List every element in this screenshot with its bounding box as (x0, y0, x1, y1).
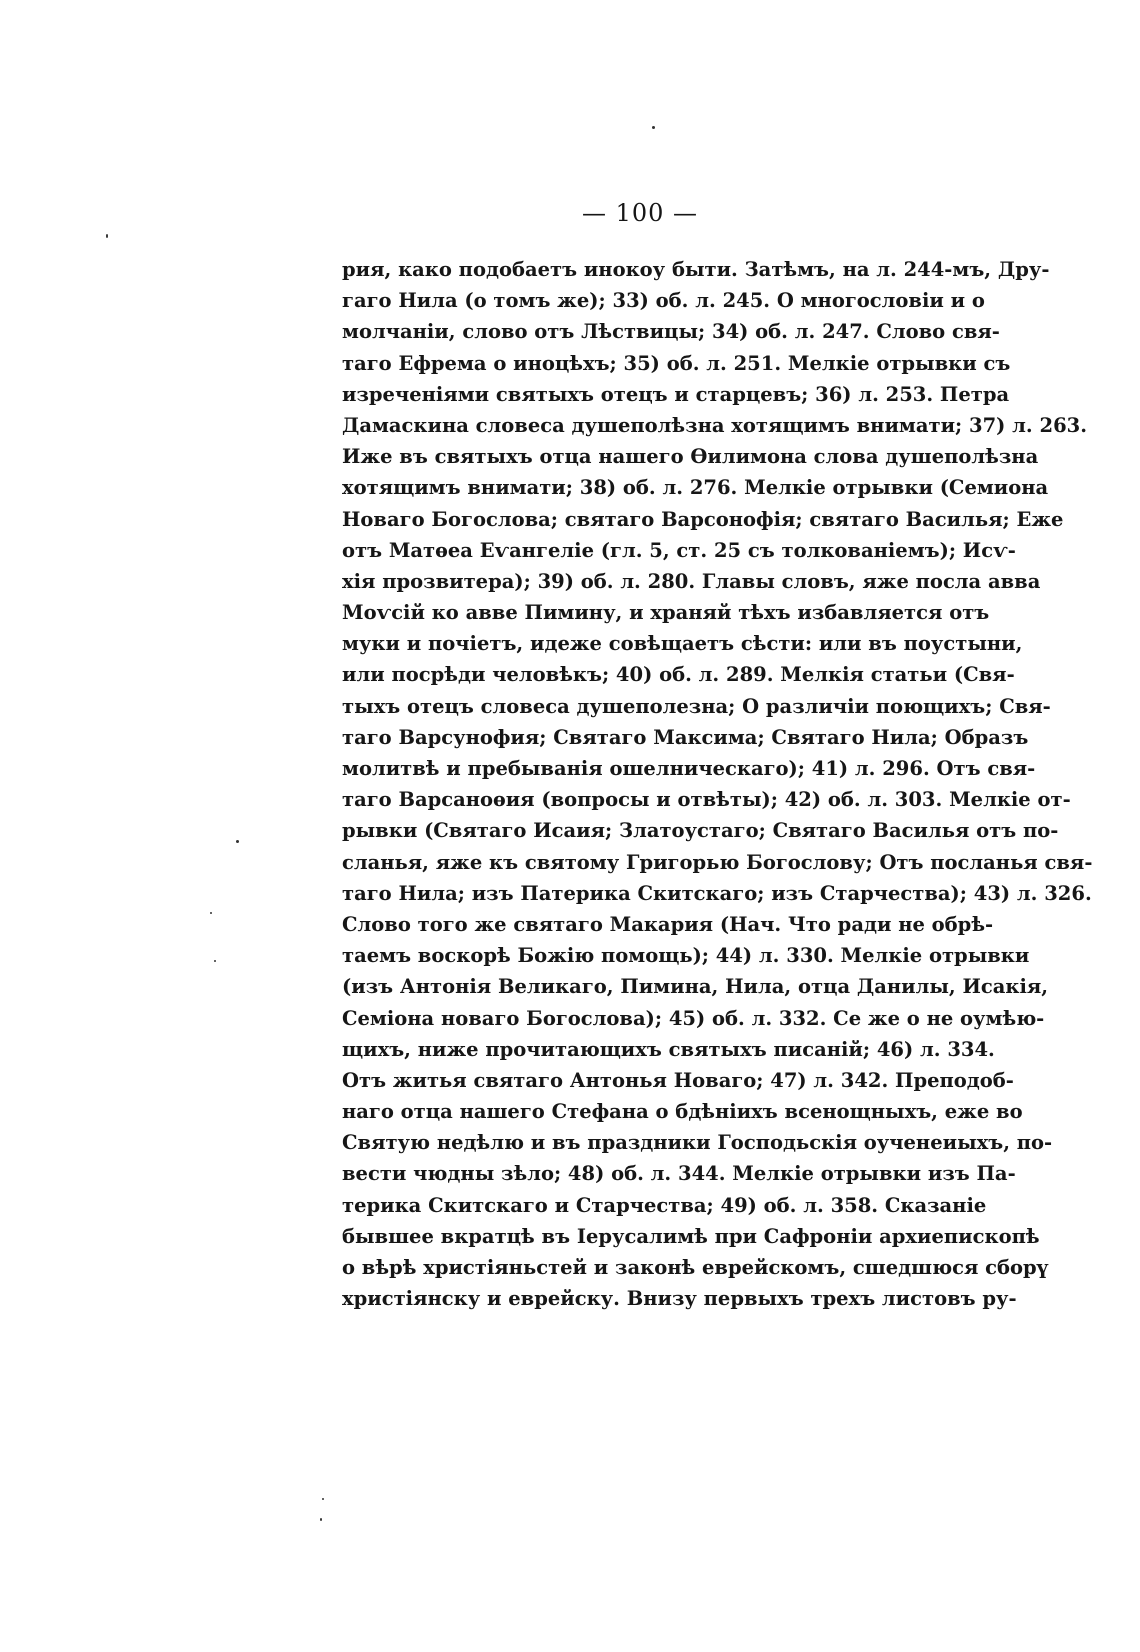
scan-speck (652, 126, 655, 129)
text-line: таго Варсаноѳия (вопросы и отвѣты); 42) об. л. 303. Мелкіе от- (342, 788, 1071, 812)
text-line: Святую недѣлю и въ праздники Господьскія оученеиыхъ, по- (342, 1131, 1053, 1155)
scan-speck (236, 840, 239, 843)
text-line: Моѵсій ко авве Пимину, и храняй тѣхъ избавляется отъ (342, 601, 990, 625)
scan-speck (214, 960, 216, 962)
text-line: бывшее вкратцѣ въ Іерусалимѣ при Сафроніи архиепископѣ (342, 1224, 1040, 1248)
text-line: Семіона новаго Богослова); 45) об. л. 332. Се же о не оумѣю- (342, 1006, 1045, 1030)
text-line: хотящимъ внимати; 38) об. л. 276. Мелкіе отрывки (Семиона (342, 476, 1049, 500)
text-line: (изъ Антонія Великаго, Пимина, Нила, отца Данилы, Исакія, (342, 975, 1049, 999)
text-line: сланья, яже къ святому Григорью Богослову; Отъ посланья свя- (342, 850, 1093, 874)
text-line: терика Скитскаго и Старчества; 49) об. л. 358. Сказаніе (342, 1193, 987, 1217)
scan-speck (106, 234, 108, 238)
text-line: тыхъ отецъ словеса душеполезна; О различіи поющихъ; Свя- (342, 694, 1051, 718)
text-line: Слово того же святаго Макария (Нач. Что ради не обрѣ- (342, 912, 994, 936)
page-number: — 100 — (581, 199, 699, 227)
body-text (342, 254, 1093, 1314)
text-line: щихъ, ниже прочитающихъ святыхъ писаній; 46) л. 334. (342, 1037, 995, 1061)
text-line: молитвѣ и пребыванія ошелническаго); 41) л. 296. Отъ свя- (342, 757, 1036, 780)
text-line: или посрѣди человѣкъ; 40) об. л. 289. Мелкія статьи (Свя- (342, 663, 1015, 687)
text-line: Дамаскина словеса душеполѣзна хотящимъ внимати; 37) л. 263. (342, 413, 1087, 437)
text-line: таго Нила; изъ Патерика Скитскаго; изъ Старчества); 43) л. 326. (342, 881, 1092, 905)
text-line: хія прозвитера); 39) об. л. 280. Главы словъ, яже посла авва (342, 569, 1041, 593)
text-line: вести чюдны зѣло; 48) об. л. 344. Мелкіе отрывки изъ Па- (342, 1162, 1016, 1186)
text-line: рия, како подобаетъ инокоу быти. Затѣмъ, на л. 244-мъ, Дру- (342, 258, 1050, 281)
text-line: Иже въ святыхъ отца нашего Ѳилимона слова душеполѣзна (342, 445, 1039, 469)
text-line: христіянску и еврейску. Внизу первыхъ трехъ листовъ ру- (342, 1287, 1017, 1311)
text-line: Новаго Богослова; святаго Варсонофія; святаго Василья; Еже (342, 507, 1064, 531)
text-line: Отъ житья святаго Антонья Новаго; 47) л. 342. Преподоб- (342, 1068, 1014, 1092)
text-line: гаго Нила (о томъ же); 33) об. л. 245. О многословіи и о (342, 289, 985, 313)
text-line: молчаніи, слово отъ Лѣствицы; 34) об. л. 247. Слово свя- (342, 320, 1000, 344)
text-line: таемъ воскорѣ Божію помощь); 44) л. 330. Мелкіе отрывки (342, 944, 1030, 968)
text-line: наго отца нашего Стефана о бдѣніихъ всенощныхъ, еже во (342, 1100, 1023, 1124)
text-line: муки и почіетъ, идеже совѣщаетъ сѣсти: или въ поустыни, (342, 632, 1023, 656)
text-line: таго Варсунофия; Святаго Максима; Святаго Нила; Образъ (342, 725, 1029, 749)
scan-speck (322, 1498, 324, 1500)
text-line: рывки (Святаго Исаия; Златоустаго; Святаго Василья отъ по- (342, 819, 1059, 843)
text-line: изреченіями святыхъ отецъ и старцевъ; 36) л. 253. Петра (342, 382, 1010, 406)
text-line: отъ Матѳеа Еѵангеліе (гл. 5, ст. 25 съ толкованіемъ); Исѵ- (342, 538, 1016, 562)
text-line: о вѣрѣ христіяньстей и законѣ еврейскомъ, сшедшюся сборү (342, 1256, 1048, 1279)
scan-speck (320, 1518, 322, 1521)
scan-speck (210, 912, 212, 914)
text-line: таго Ефрема о иноцѣхъ; 35) об. л. 251. Мелкіе отрывки съ (342, 351, 1011, 375)
